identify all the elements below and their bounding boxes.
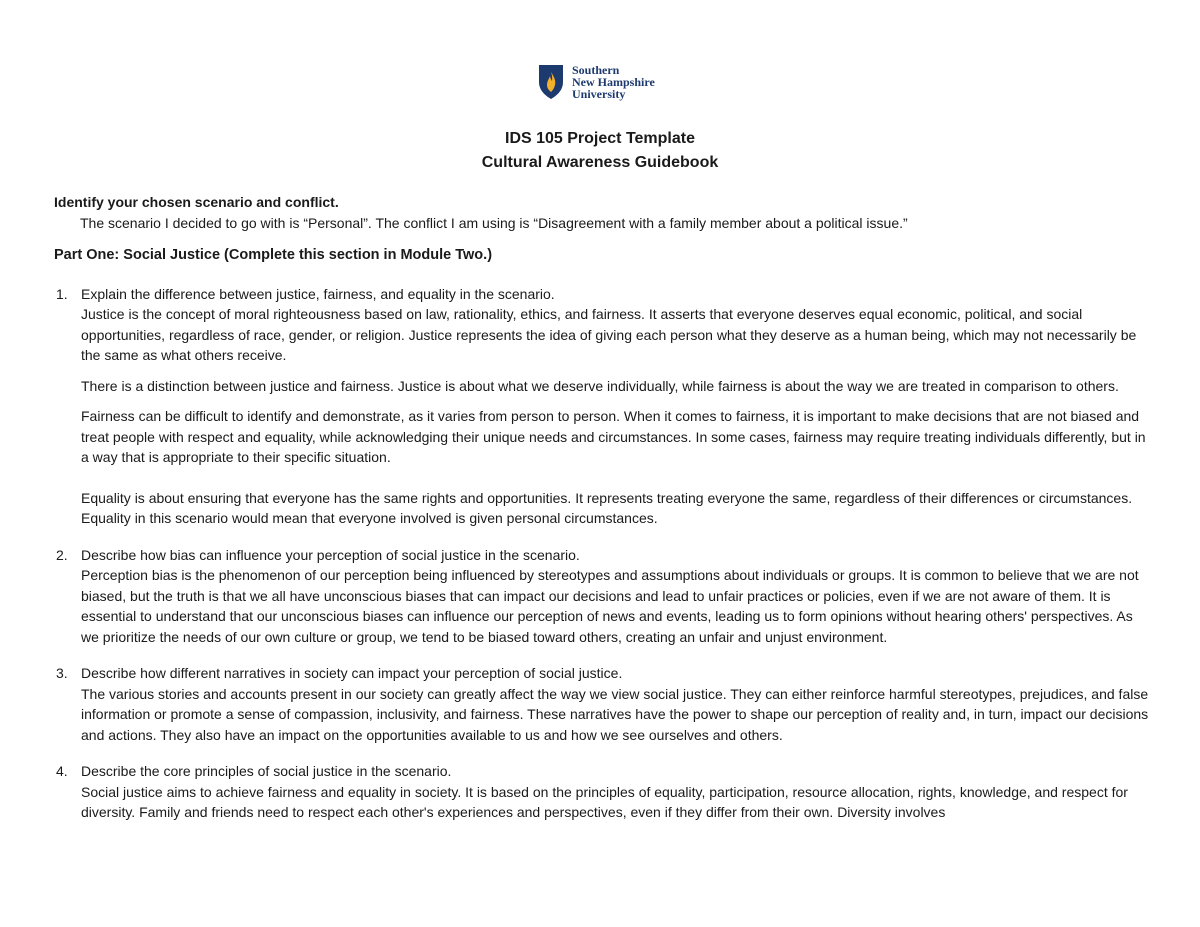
logo-line-1: Southern [572,63,620,77]
document-subtitle: Cultural Awareness Guidebook [481,154,719,171]
document-body [54,192,1154,839]
question-item-2 [54,545,1154,648]
logo-wordmark [572,64,655,100]
answer-paragraph: Equality is about ensuring that everyone has the same rights and opportunities. It represents treating everyone the same, regardless of their differences or circumstances. Equality in this scenario would mean that everyone involved is given personal circumstances. [81,489,1133,526]
question-number: 2. [56,546,68,563]
question-prompt: Describe the core principles of social justice in the scenario. [81,763,452,779]
question-prompt: Describe how bias can influence your perception of social justice in the scenario. [81,546,580,563]
scenario-heading: Identify your chosen scenario and conflict. [54,194,339,210]
question-item-3 [54,663,1154,745]
question-list [54,284,1154,823]
answer-paragraph: Perception bias is the phenomenon of our perception being influenced by stereotypes and assumptions about individuals or groups. It is common to believe that we are not biased, but the truth is that we all have unconscious biases that can impact our decisions and lead to unfair practices or policies, even if we are not aware of them. It is essential to understand that our unconscious biases can influence our perception of news and events, leading us to form opinions without hearing others' perspectives. As we prioritize the needs of our own culture or group, we tend to be biased toward others, creating an unfair and unjust environment. [81,567,1139,645]
answer-paragraph: Fairness can be difficult to identify and demonstrate, as it varies from person to person. When it comes to fairness, it is important to make decisions that are not biased and treat people with respect and equality, while acknowledging their unique needs and circumstances. In some cases, fairness may require treating individuals differently, but in a way that is appropriate to their specific situation. [81,408,1146,465]
answer-paragraph: Social justice aims to achieve fairness and equality in society. It is based on the principles of equality, participation, resource allocation, rights, knowledge, and respect for diversity. Family and friends need to respect each other's experiences and perspectives, even if they differ from their own. Diversity involves [81,783,1128,820]
answer-paragraph: The various stories and accounts present in our society can greatly affect the way we view social justice. They can either reinforce harmful stereotypes, prejudices, and false information or promote a sense of compassion, inclusivity, and fairness. These narratives have the power to shape our perception of reality and, in turn, impact our decisions and actions. They also have an impact on the opportunities available to us and how we see ourselves and others. [81,685,1149,743]
scenario-text: The scenario I decided to go with is “Personal”. The conflict I am using is “Disagreement with a family member about a political issue.” [80,214,908,231]
part-one-heading: Part One: Social Justice (Complete this section in Module Two.) [54,247,493,263]
document-title: IDS 105 Project Template [505,130,695,147]
question-prompt: Describe how different narratives in society can impact your perception of social justice. [81,665,623,681]
question-item-4 [54,761,1154,823]
university-logo [538,64,655,100]
shield-flame-icon [538,64,564,100]
question-item-1 [54,284,1154,529]
answer-paragraph: There is a distinction between justice and fairness. Justice is about what we deserve individually, while fairness is about the way we are treated in comparison to others. [81,377,1119,394]
question-number: 3. [56,665,68,681]
question-number: 1. [56,285,68,302]
logo-line-2: New Hampshire [572,75,655,89]
question-number: 4. [56,763,68,779]
logo-line-3: University [572,87,626,101]
document-title-block [0,127,1200,175]
question-prompt: Explain the difference between justice, fairness, and equality in the scenario. [81,285,555,302]
answer-paragraph: Justice is the concept of moral righteousness based on law, rationality, ethics, and fairness. It asserts that everyone deserves equal economic, political, and social opportunities, regardless of race, gender, or religion. Justice represents the idea of giving each person what they deserve as a human being, which may not necessarily be the same as what others receive. [81,306,1137,363]
